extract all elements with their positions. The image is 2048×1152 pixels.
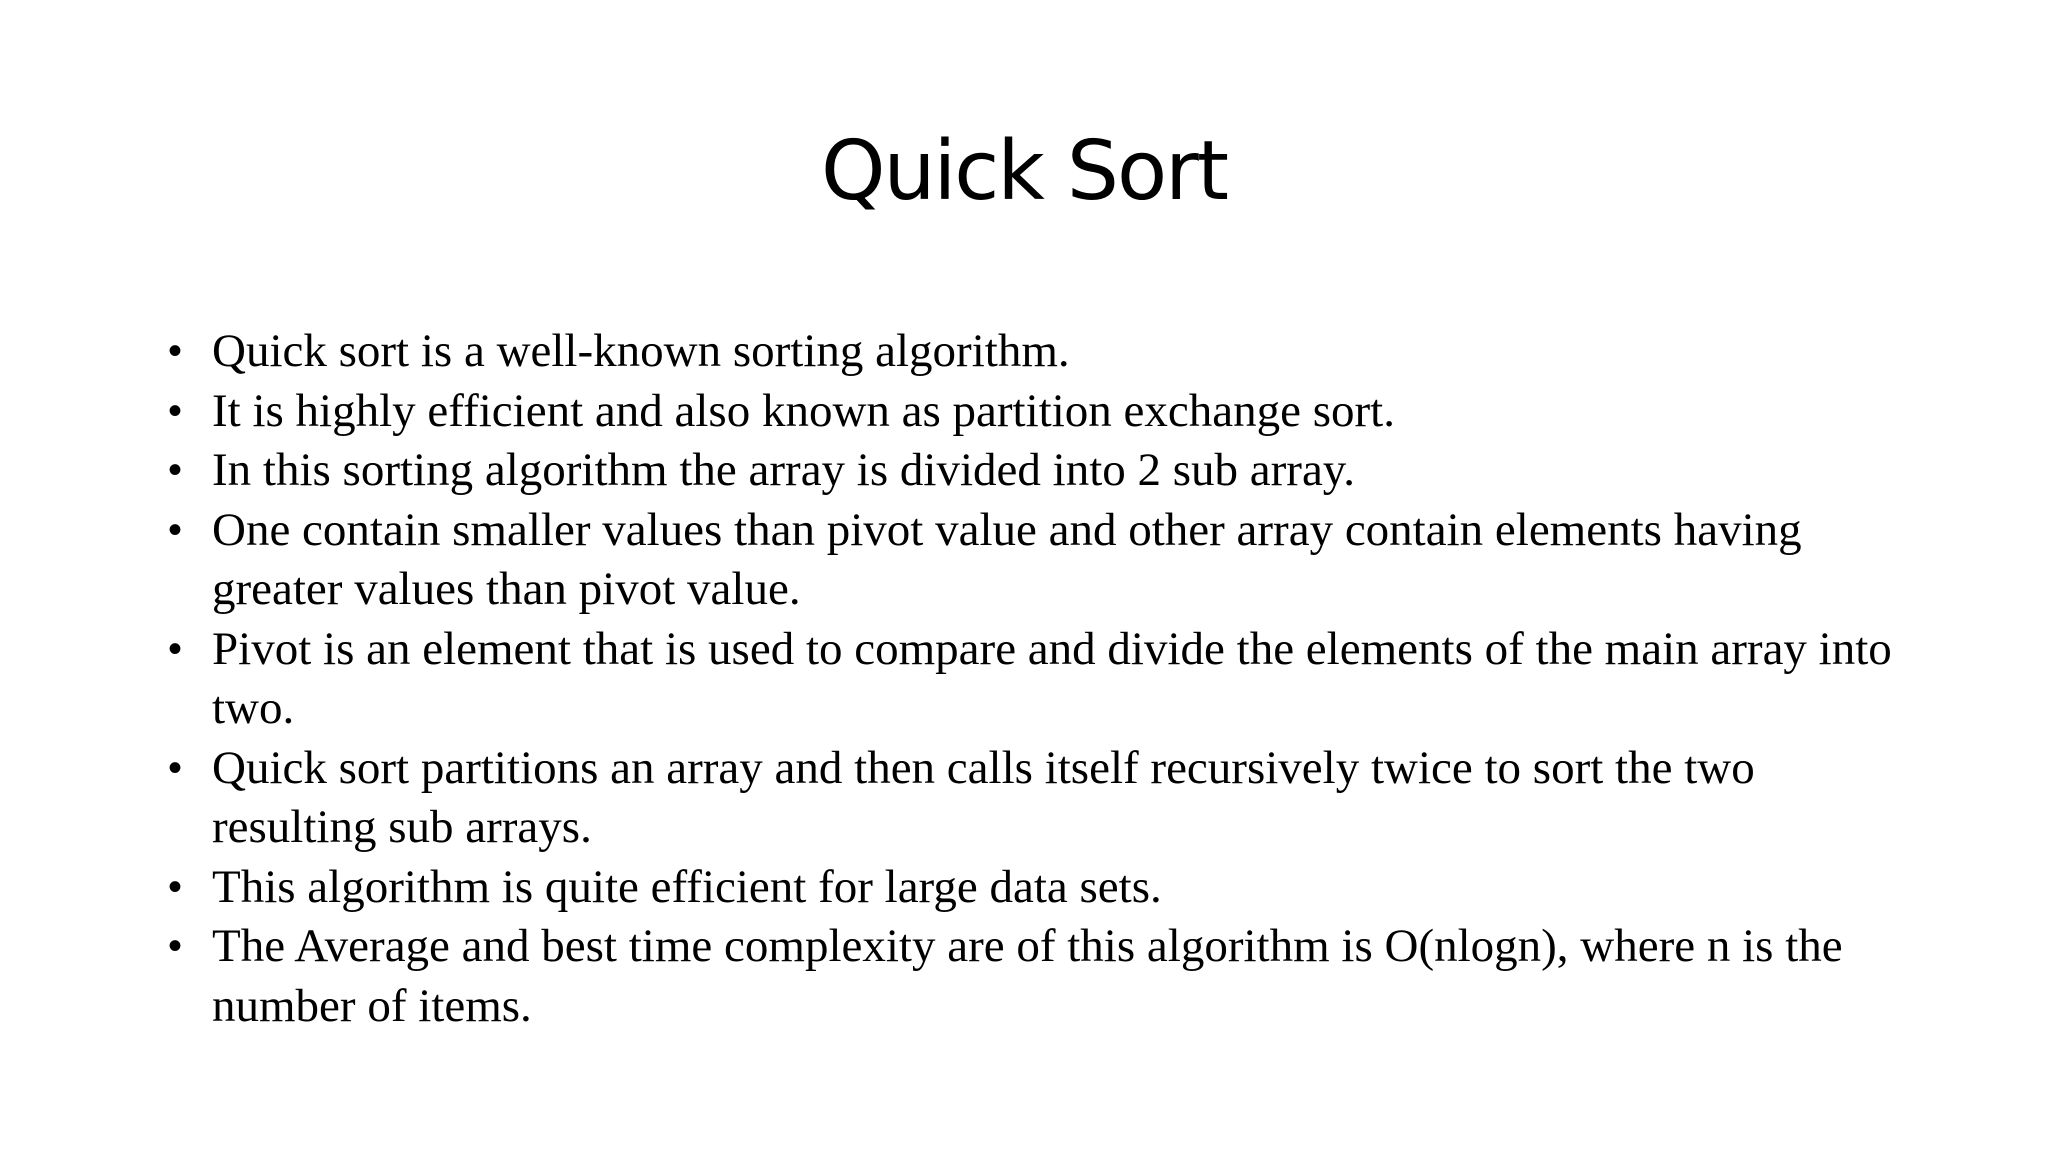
bullet-icon: • xyxy=(167,448,182,492)
bullet-text: One contain smaller values than pivot value and other array contain elements having greater values than pivot value. xyxy=(212,503,1802,615)
bullet-list xyxy=(160,322,1920,1036)
bullet-item xyxy=(160,382,1920,442)
bullet-item xyxy=(160,739,1920,858)
bullet-icon: • xyxy=(167,507,182,552)
bullet-item xyxy=(160,322,1920,382)
bullet-text: In this sorting algorithm the array is divided into 2 sub array. xyxy=(212,444,1356,496)
bullet-icon: • xyxy=(167,329,182,373)
bullet-item xyxy=(160,620,1920,739)
bullet-item xyxy=(160,858,1920,918)
bullet-item xyxy=(160,917,1920,1036)
bullet-icon: • xyxy=(167,924,182,968)
bullet-text: Pivot is an element that is used to compare and divide the elements of the main array into two. xyxy=(212,622,1892,734)
bullet-item xyxy=(160,501,1920,620)
bullet-icon: • xyxy=(167,864,182,909)
bullet-icon: • xyxy=(167,626,182,671)
bullet-icon: • xyxy=(167,388,182,433)
bullet-text: This algorithm is quite efficient for large data sets. xyxy=(212,860,1162,913)
bullet-text: Quick sort partitions an array and then calls itself recursively twice to sort the two resulting sub arrays. xyxy=(212,741,1755,853)
slide-title: Quick Sort xyxy=(820,124,1227,219)
bullet-item xyxy=(160,441,1920,501)
bullet-text: It is highly efficient and also known as partition exchange sort. xyxy=(212,384,1395,437)
bullet-text: Quick sort is a well-known sorting algorithm. xyxy=(212,325,1070,377)
bullet-icon: • xyxy=(167,745,182,790)
bullet-text: The Average and best time complexity are of this algorithm is O(nlogn), where n is the number of items. xyxy=(212,920,1843,1032)
